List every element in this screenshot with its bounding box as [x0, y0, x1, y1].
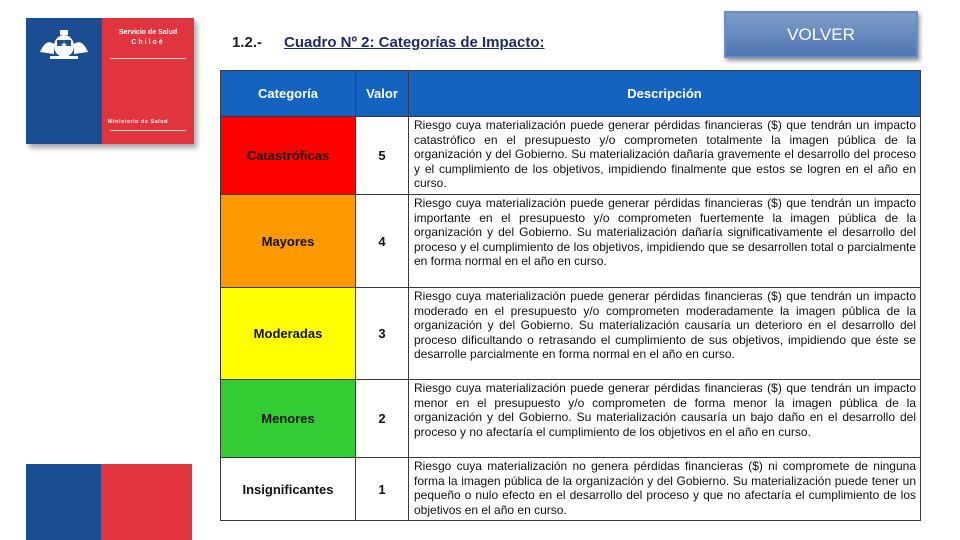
decorative-flag-block	[26, 464, 192, 540]
category-cell: Catastróficas	[221, 117, 356, 195]
category-cell: Menores	[221, 380, 356, 458]
logo-text-panel	[102, 18, 194, 144]
page-title: Cuadro Nº 2: Categorías de Impacto:	[284, 34, 545, 51]
value-cell: 3	[356, 288, 409, 380]
category-cell: Mayores	[221, 195, 356, 288]
column-header-value: Valor	[356, 71, 409, 117]
description-cell: Riesgo cuya materialización puede generar pérdidas financieras ($) que tendrán un impacto menor en el presupuesto y/o comprometen de forma menor la imagen pública de la organización y del Gobierno. Su materialización causaría un bajo daño en el desarrollo del proceso y no afectaría el cumplimiento de los objetivos en el año en curso.	[409, 380, 921, 458]
category-cell: Insignificantes	[221, 458, 356, 521]
value-cell: 1	[356, 458, 409, 521]
column-header-category: Categoría	[221, 71, 356, 117]
description-cell: Riesgo cuya materialización puede generar pérdidas financieras ($) que tendrán un impacto catastrófico en el presupuesto y/o comprometen totalmente la imagen pública de la organización y del Gobierno. Su materialización dañaría gravemente el desarrollo del proceso y el cumplimiento de los objetivos, impidiendo finalmente que estos se logren en el año en curso.	[409, 117, 921, 195]
flag-blue	[26, 464, 101, 540]
column-header-description: Descripción	[409, 71, 921, 117]
table-row	[221, 458, 921, 521]
logo-divider	[110, 130, 186, 131]
description-cell: Riesgo cuya materialización puede generar pérdidas financieras ($) que tendrán un impacto importante en el presupuesto y/o comprometen fuertemente la imagen pública de la organización y del Gobierno. Su materialización dañaría significativamente el desarrollo del proceso y el cumplimiento de los objetivos, impidiendo que se desarrollen total o parcialmente en forma normal en el año en curso.	[409, 195, 921, 288]
servicio-salud-logo	[26, 18, 194, 144]
section-number: 1.2.-	[232, 34, 263, 51]
logo-name	[102, 28, 194, 48]
table-header-row	[221, 71, 921, 117]
table-row	[221, 195, 921, 288]
logo-name-line2: Chiloé	[131, 39, 165, 46]
table-row	[221, 288, 921, 380]
logo-divider	[110, 58, 186, 59]
table-row	[221, 380, 921, 458]
value-cell: 4	[356, 195, 409, 288]
impact-categories-table	[220, 70, 921, 521]
value-cell: 2	[356, 380, 409, 458]
coat-of-arms-panel	[26, 18, 102, 144]
description-cell: Riesgo cuya materialización no genera pérdidas financieras ($) ni compromete de ninguna forma la imagen pública de la organización y del Gobierno. Su materialización puede tener un pequeño o nulo efecto en el desarrollo del proceso y que no afectaría el cumplimiento de los objetivos en el año en curso.	[409, 458, 921, 521]
logo-name-line1: Servicio de Salud	[118, 29, 178, 36]
value-cell: 5	[356, 117, 409, 195]
flag-red	[101, 464, 192, 540]
logo-ministry: Ministerio de Salud	[108, 119, 168, 125]
coat-of-arms-icon	[36, 28, 92, 62]
category-cell: Moderadas	[221, 288, 356, 380]
volver-button[interactable]: VOLVER	[724, 11, 918, 58]
description-cell: Riesgo cuya materialización puede generar pérdidas financieras ($) que tendrán un impacto moderado en el presupuesto y/o comprometen moderadamente la imagen pública de la organización y del Gobierno. Su materialización causaría un deterioro en el desarrollo del proceso dificultando o retrasando el cumplimiento de sus objetivos, impidiendo que éste se desarrolle parcialmente en forma normal en el año en curso.	[409, 288, 921, 380]
table-row	[221, 117, 921, 195]
